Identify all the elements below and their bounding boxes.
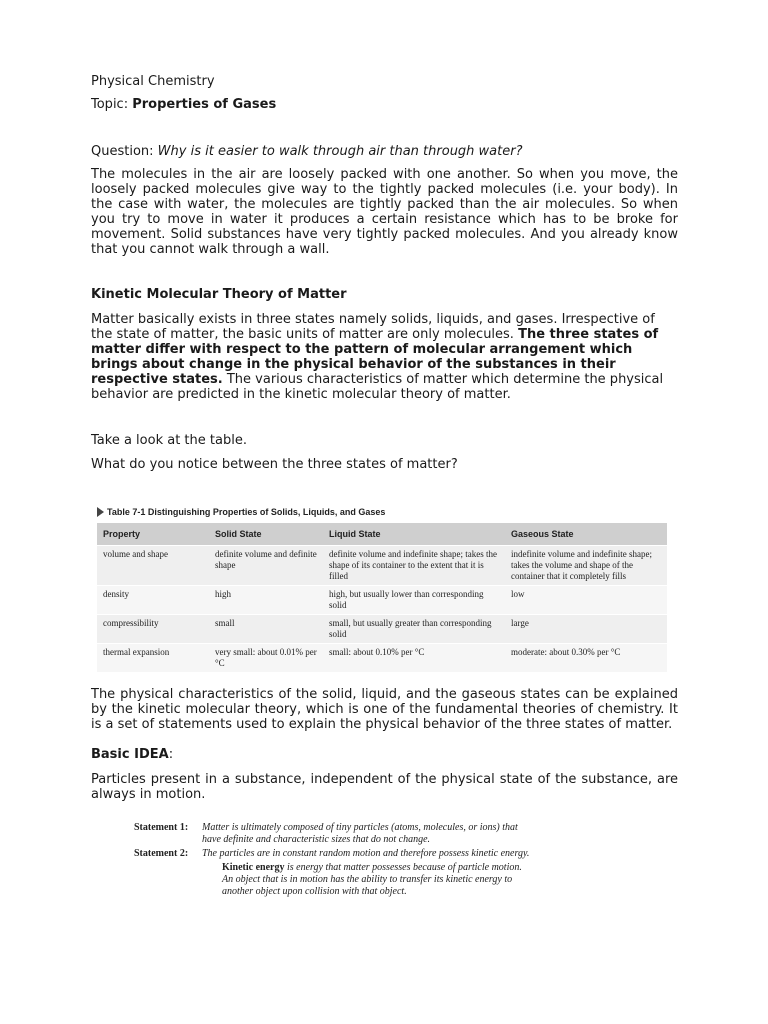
table-row — [97, 586, 667, 615]
kmt-bold-text: The three states of matter differ with respect to the pattern of molecular arrangement which brings about change in the physical behavior of the substances in their respective states. — [91, 327, 659, 387]
kmt-text-2: The various characteristics of matter which determine the physical behavior are predicted in the kinetic molecular theory of matter. — [91, 372, 664, 402]
kmt-paragraph — [91, 312, 678, 402]
table-caption — [97, 503, 667, 521]
header-property: Property — [97, 523, 209, 546]
statement-2 — [134, 848, 534, 860]
statement-1 — [134, 822, 534, 846]
statement-2-label: Statement 2: — [134, 848, 189, 859]
statement-2-text: The particles are in constant random motion and therefore possess kinetic energy. — [202, 848, 530, 859]
table-header-row — [97, 523, 667, 546]
statements-image — [134, 822, 534, 898]
kinetic-energy-term: Kinetic energy — [222, 862, 285, 873]
document-body — [91, 74, 678, 482]
topic-line — [91, 97, 678, 113]
table-cell: definite volume and indefinite shape; takes the shape of its container to the extent that it is filled — [323, 546, 505, 586]
take-look-line: Take a look at the table. — [91, 433, 247, 448]
question-label: Question: — [91, 144, 158, 159]
subject-title: Physical Chemistry — [91, 74, 215, 89]
answer-paragraph: The molecules in the air are loosely packed with one another. So when you move, the loosely packed molecules give way to the tightly packed molecules (i.e. your body). In the case with water, the molecules are tightly packed than the air molecules. So when you try to move in water it produces a certain resistance which has to be broke for movement. Solid substances have very tightly packed molecules. And you already know that you cannot walk through a wall. — [91, 167, 678, 257]
table-cell: low — [505, 586, 667, 615]
header-liquid: Liquid State — [323, 523, 505, 546]
table-cell: large — [505, 615, 667, 644]
table-row — [97, 644, 667, 673]
properties-table — [97, 523, 667, 672]
kinetic-energy-text: is energy that matter possesses because of particle motion. An object that is in motion has the ability to transfer its kinetic energy to another object upon collision with that object. — [222, 862, 522, 897]
document-body-continued — [91, 687, 678, 812]
kinetic-energy-definition — [134, 862, 534, 898]
table-cell: indefinite volume and indefinite shape; takes the volume and shape of the container that it completely fills — [505, 546, 667, 586]
properties-table-image — [97, 503, 667, 668]
table-cell: small, but usually greater than corresponding solid — [323, 615, 505, 644]
table-cell: small — [209, 615, 323, 644]
table-cell: compressibility — [97, 615, 209, 644]
caption-arrow-icon — [97, 507, 104, 517]
basic-idea-heading — [91, 747, 678, 763]
table-cell: moderate: about 0.30% per °C — [505, 644, 667, 673]
question-line — [91, 144, 678, 160]
statement-1-text: Matter is ultimately composed of tiny particles (atoms, molecules, or ions) that have definite and characteristic sizes that do not change. — [202, 822, 518, 845]
table-title: Table 7-1 Distinguishing Properties of Solids, Liquids, and Gases — [107, 507, 386, 517]
table-cell: high, but usually lower than corresponding solid — [323, 586, 505, 615]
notice-question: What do you notice between the three states of matter? — [91, 457, 458, 472]
physical-paragraph: The physical characteristics of the solid, liquid, and the gaseous states can be explained by the kinetic molecular theory, which is one of the fundamental theories of chemistry. It is a set of statements used to explain the physical behavior of the three states of matter. — [91, 687, 678, 732]
kmt-text-1: Matter basically exists in three states namely solids, liquids, and gases. Irrespective of the state of matter, the basic units of matter are only molecules. — [91, 312, 655, 342]
header-solid: Solid State — [209, 523, 323, 546]
table-cell: definite volume and definite shape — [209, 546, 323, 586]
topic-label: Topic: — [91, 97, 133, 112]
table-cell: volume and shape — [97, 546, 209, 586]
basic-idea-label: Basic IDEA — [91, 747, 169, 762]
table-row — [97, 615, 667, 644]
table-cell: density — [97, 586, 209, 615]
statement-1-label: Statement 1: — [134, 822, 189, 833]
table-cell: very small: about 0.01% per °C — [209, 644, 323, 673]
basic-idea-colon: : — [168, 747, 174, 762]
particles-paragraph: Particles present in a substance, independent of the physical state of the substance, are always in motion. — [91, 772, 678, 802]
table-row — [97, 546, 667, 586]
topic-value: Properties of Gases — [132, 97, 277, 112]
table-cell: high — [209, 586, 323, 615]
table-cell: small: about 0.10% per °C — [323, 644, 505, 673]
kmt-heading: Kinetic Molecular Theory of Matter — [91, 287, 347, 302]
question-text: Why is it easier to walk through air than through water? — [157, 144, 523, 159]
header-gas: Gaseous State — [505, 523, 667, 546]
table-cell: thermal expansion — [97, 644, 209, 673]
